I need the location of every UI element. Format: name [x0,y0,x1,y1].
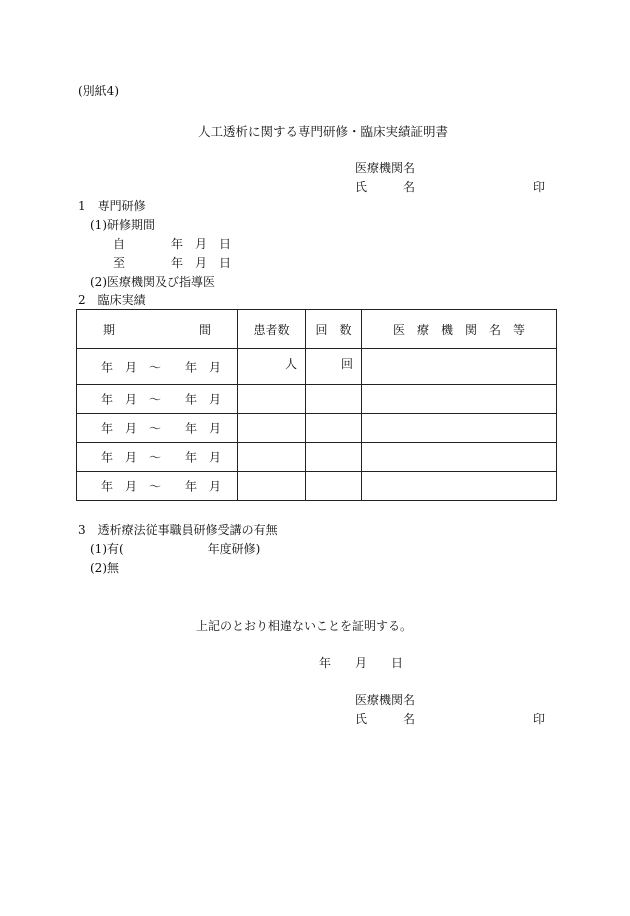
table-row [77,443,557,472]
header-period: 期 間 [77,310,238,349]
section1-heading: 1 専門研修 [78,199,146,213]
document-title: 人工透析に関する専門研修・臨床実績証明書 [198,124,449,139]
patients-unit: 人 [284,357,297,371]
section3-heading: 3 透析療法従事職員研修受講の有無 [78,523,278,537]
to-date: 年 月 日 [171,256,232,270]
header-patients: 患者数 [238,310,306,349]
period-cell: 年 月 ～ 年 月 [101,360,222,374]
seal-bottom: 印 [533,712,546,726]
table-header-row [77,310,557,349]
name-label-bottom: 氏 名 [355,712,416,726]
institution-cell [362,349,557,385]
count-unit: 回 [340,357,353,371]
option-no: (2)無 [90,561,119,575]
table-row [77,414,557,443]
from-label: 自 [113,237,126,251]
annex-label: (別紙4) [78,84,119,98]
institution-label-bottom: 医療機関名 [355,693,416,707]
option-yes: (1)有( 年度研修) [90,542,261,556]
table-row [77,385,557,414]
section2-heading: 2 臨床実績 [78,293,146,307]
table-row [77,349,557,385]
date-line: 年 月 日 [319,656,404,670]
seal-top: 印 [533,180,546,194]
name-label-top: 氏 名 [355,180,416,194]
certification-statement: 上記のとおり相違ないことを証明する。 [196,619,413,633]
header-count: 回 数 [306,310,362,349]
to-label: 至 [113,256,126,270]
institution-and-supervisor-label: (2)医療機関及び指導医 [90,275,215,289]
institution-label-top: 医療機関名 [355,161,416,175]
table-row [77,472,557,501]
period-cell: 年 月 ～ 年 月 [101,421,222,436]
period-cell: 年 月 ～ 年 月 [101,450,222,465]
period-cell: 年 月 ～ 年 月 [101,479,222,494]
header-institution: 医 療 機 関 名 等 [362,310,557,349]
from-date: 年 月 日 [171,237,232,251]
clinical-record-table [76,309,557,501]
training-period-label: (1)研修期間 [90,218,155,232]
period-cell: 年 月 ～ 年 月 [101,392,222,407]
